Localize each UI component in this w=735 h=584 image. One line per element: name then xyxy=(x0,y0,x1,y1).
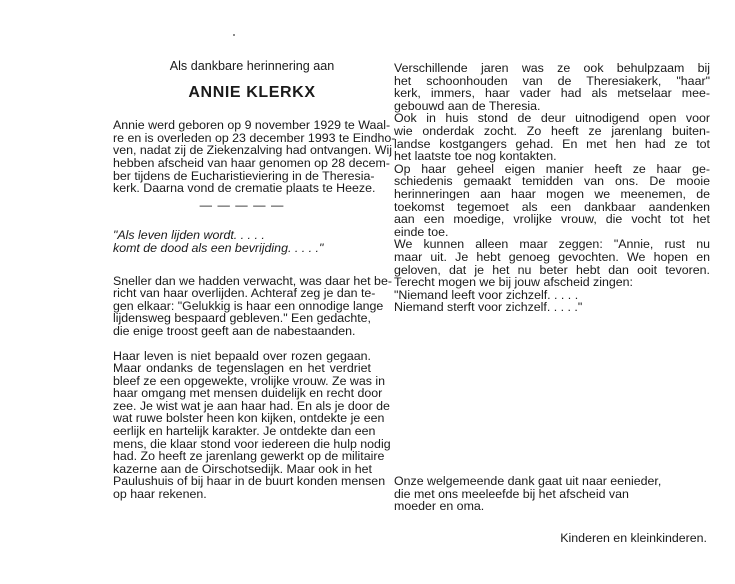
text-line: Annie werd geboren op 9 november 1929 te Waal- xyxy=(113,118,391,133)
text-line: landse kostgangers gehad. En met hen had ze tot xyxy=(394,136,710,151)
text-line: wat ruwe bolster heen kon kijken, ontdekte je een xyxy=(113,411,385,426)
text-line: die met ons meeleefde bij het afscheid van xyxy=(394,486,629,501)
text-line: herinneringen aan haar mogen we meenemen, de xyxy=(394,186,710,201)
text-line: bleef ze een opgewekte, vrolijke vrouw. Ze was in xyxy=(113,373,386,388)
text-line: schiedenis gemaakt temidden van ons. De mooie xyxy=(394,174,710,189)
text-line: moeder en oma. xyxy=(394,499,485,514)
deceased-name: ANNIE KLERKX xyxy=(188,83,316,101)
text-line: maar uit. Je hebt genoeg gevochten. We hopen en xyxy=(394,249,710,264)
paragraph-1 xyxy=(113,273,392,338)
text-line: Ook in huis stond de deur uitnodigend open voor xyxy=(394,111,710,126)
text-line: ven, nadat zij de Ziekenzalving had ontvangen. Wij xyxy=(113,143,392,158)
text-line: Terecht mogen we bij jouw afscheid zingen: xyxy=(394,275,633,290)
thanks-note xyxy=(394,475,710,513)
text-line: We kunnen alleen maar zeggen: "Annie, rust nu xyxy=(394,237,710,252)
text-line: einde toe. xyxy=(394,224,449,239)
separator: — — — — — xyxy=(199,197,285,212)
quote-line: "Als leven lijden wordt. . . . . xyxy=(113,228,265,243)
text-line: re en is overleden op 23 december 1993 te Eindho- xyxy=(113,130,396,145)
text-line: Sneller dan we hadden verwacht, was daar het be- xyxy=(113,273,392,288)
left-column xyxy=(113,59,396,513)
signature: Kinderen en kleinkinderen. xyxy=(560,531,707,545)
text-line: Verschillende jaren was ze ook behulpzaam bij xyxy=(394,61,710,75)
bio-paragraph xyxy=(113,118,396,196)
text-line: Op haar geheel eigen manier heeft ze haar ge- xyxy=(394,161,710,176)
text-line: "Niemand leeft voor zichzelf. . . . . xyxy=(394,287,579,302)
text-line: mens, die klaar stond voor iedereen die hulp nodig xyxy=(113,436,391,451)
quote xyxy=(113,229,371,254)
text-line: het schoonhouden van de Theresiakerk, "haar" xyxy=(394,73,710,88)
text-line: Niemand sterft voor zichzelf. . . . ." xyxy=(394,300,583,315)
text-line: gen elkaar: "Gelukkig is haar een onnodige lange xyxy=(113,298,384,313)
text-line: Onze welgemeende dank gaat uit naar eenieder, xyxy=(394,474,662,488)
text-line: Maar ondanks de tegenslagen en het verdriet xyxy=(113,361,371,376)
text-line: kerk, immers, haar vader had als metselaar mee- xyxy=(394,86,710,101)
paragraph-2 xyxy=(113,348,391,502)
intro-text: Als dankbare herinnering aan xyxy=(169,59,335,73)
text-line: ber tijdens de Eucharistieviering in de Theresia- xyxy=(113,168,375,183)
text-line: had. Zo heeft ze jarenlang gewerkt op de militaire xyxy=(113,449,385,464)
text-line: Haar leven is niet bepaald over rozen gegaan. xyxy=(113,348,371,363)
text-line: kerk. Daarna vond de crematie plaats te Heeze. xyxy=(113,181,376,196)
print-speck xyxy=(233,34,235,36)
text-line: kazerne aan de Oirschotsedijk. Maar ook in het xyxy=(113,461,372,476)
text-line: aan een moedige, vrolijke vrouw, die vocht tot het xyxy=(394,212,710,227)
text-line: zee. Je wist wat je aan haar had. En als je door de xyxy=(113,398,390,413)
text-line: op haar rekenen. xyxy=(113,487,207,502)
text-line: het laatste toe nog kontakten. xyxy=(394,149,557,164)
text-line: haar omgang met mensen duidelijk en recht door xyxy=(113,386,383,401)
text-line: geloven, dat je het nu beter hebt dan ooit tevoren. xyxy=(394,262,710,277)
text-line: gebouwd aan de Theresia. xyxy=(394,98,541,113)
text-line: lijdensweg bespaard gebleven." Een gedachte, xyxy=(113,311,371,326)
quote-line: komt de dood als een bevrijding. . . . ." xyxy=(113,240,324,255)
text-line: eerlijk en hartelijk karakter. Je ontdekte dan een xyxy=(113,424,376,439)
right-column xyxy=(394,62,710,314)
text-line: toekomst tegemoet als een dankbaar aandenken xyxy=(394,199,710,214)
text-line: hebben afscheid van haar genomen op 28 decem- xyxy=(113,155,390,170)
text-line: Paulushuis of bij haar in de buurt konden mensen xyxy=(113,474,386,489)
text-line: die enige troost geeft aan de nabestaanden. xyxy=(113,323,356,338)
text-line: richt van haar overlijden. Achteraf zeg je dan te- xyxy=(113,286,376,301)
text-line: wie onderdak zocht. Zo heeft ze jarenlang buiten- xyxy=(394,123,710,138)
